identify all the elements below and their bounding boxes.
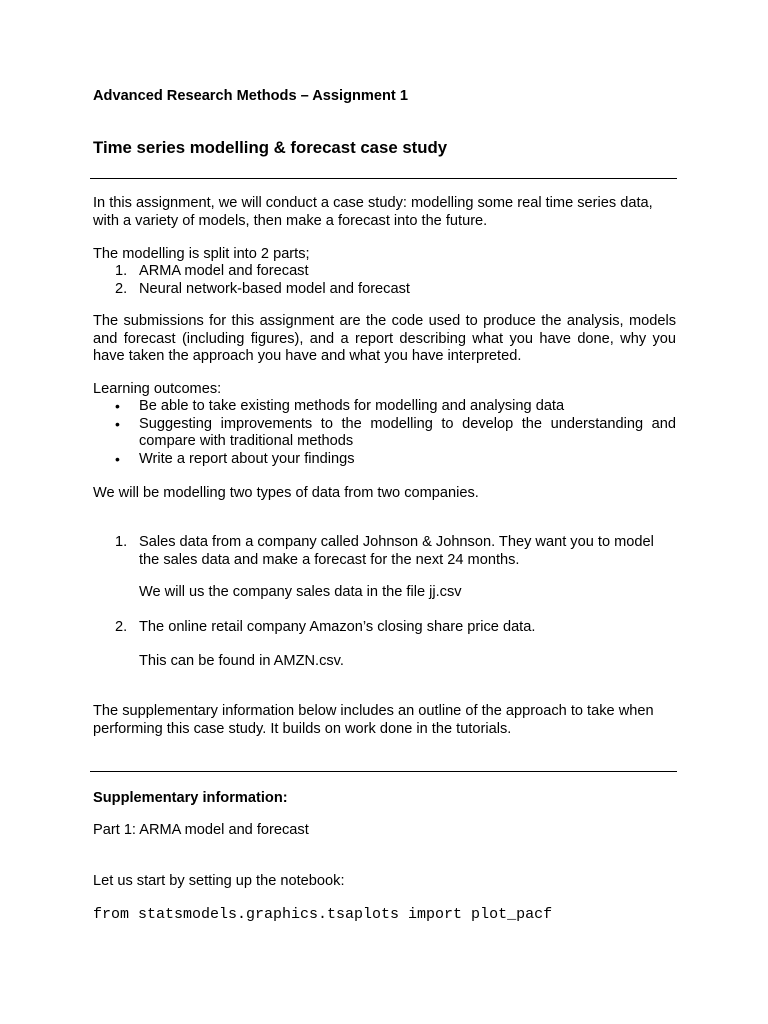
code-line: from statsmodels.graphics.tsaplots import plot_pacf [93, 906, 553, 923]
bullet-icon: • [115, 398, 120, 414]
dataset-note: This can be found in AMZN.csv. [139, 653, 344, 669]
list-item-text: Suggesting improvements to the modelling to develop the understanding and compare with traditional methods [139, 415, 676, 449]
list-number: 2. [115, 619, 128, 635]
part1-heading: Part 1: ARMA model and forecast [93, 822, 309, 838]
list-item [93, 263, 676, 281]
document-title: Time series modelling & forecast case study [93, 138, 448, 157]
list-number: 1. [115, 263, 128, 279]
list-item [93, 281, 676, 299]
list-item-text: Neural network-based model and forecast [139, 280, 410, 297]
list-item-text: Write a report about your findings [139, 450, 355, 467]
list-item-text: ARMA model and forecast [139, 263, 309, 279]
dataset-note: We will us the company sales data in the file jj.csv [139, 584, 462, 600]
supplementary-heading: Supplementary information: [93, 790, 288, 806]
outcomes-list [93, 398, 676, 468]
data-intro: We will be modelling two types of data from two companies. [93, 485, 479, 501]
dataset-item-1 [93, 534, 676, 569]
list-item [93, 398, 676, 416]
list-item-text: The online retail company Amazon’s closing share price data. [139, 619, 536, 635]
list-item [93, 534, 676, 569]
dataset-item-2 [93, 619, 676, 637]
list-number: 1. [115, 534, 128, 550]
list-number: 2. [115, 280, 128, 297]
submissions-paragraph: The submissions for this assignment are the code used to produce the analysis, models and forecast (including figures), and a report describing what you have done, why you have taken the approach you have and what you have interpreted. [93, 313, 676, 364]
list-item-text: Sales data from a company called Johnson & Johnson. They want you to model the sales data and make a forecast for the next 24 months. [139, 534, 654, 568]
list-item [93, 619, 676, 637]
divider-top [90, 178, 677, 179]
parts-list [93, 263, 676, 298]
course-line: Advanced Research Methods – Assignment 1 [93, 88, 408, 104]
divider-bottom [90, 771, 677, 772]
list-item-text: Be able to take existing methods for modelling and analysing data [139, 398, 565, 414]
setup-text: Let us start by setting up the notebook: [93, 873, 345, 889]
outcomes-label: Learning outcomes: [93, 381, 222, 397]
list-item [93, 416, 676, 451]
bullet-icon: • [115, 450, 120, 467]
bullet-icon: • [115, 415, 120, 432]
supplementary-intro: The supplementary information below includes an outline of the approach to take when performing this case study. It builds on work done in the tutorials. [93, 703, 654, 737]
list-item [93, 451, 676, 469]
intro-paragraph: In this assignment, we will conduct a case study: modelling some real time series data, with a variety of models, then make a forecast into the future. [93, 195, 653, 229]
parts-intro: The modelling is split into 2 parts; [93, 246, 310, 262]
